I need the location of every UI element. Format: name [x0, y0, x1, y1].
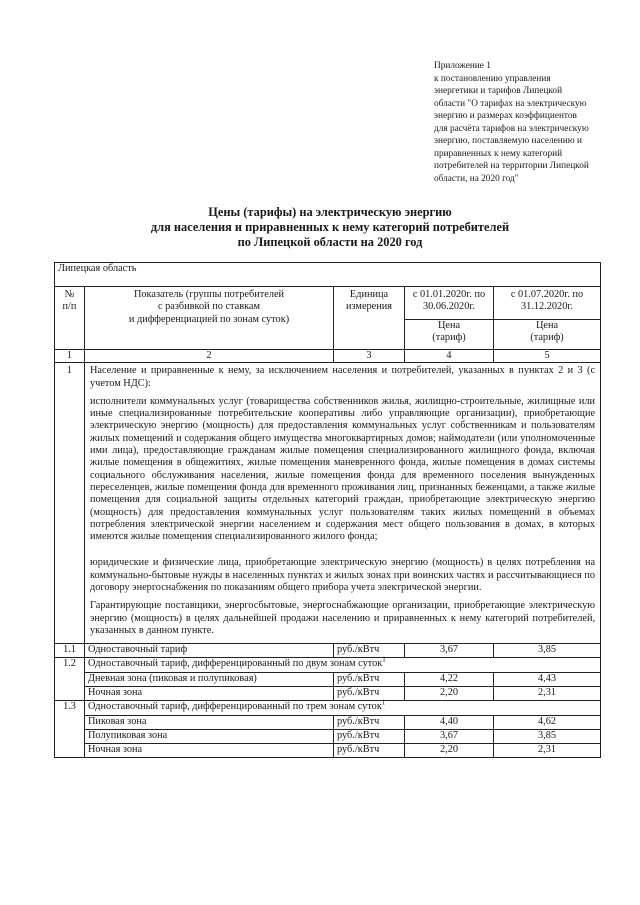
header-num-line2: п/п: [62, 301, 77, 313]
header-indicator-line1: Показатель (группы потребителей: [133, 289, 285, 300]
header-unit-line1: Единица: [349, 289, 389, 300]
header-price2-line2: (тариф): [530, 331, 564, 343]
region-row: [55, 263, 601, 287]
footnote-marker: 1: [382, 655, 386, 664]
row-value-h2: 2,31: [494, 687, 601, 701]
column-number: 2: [85, 350, 334, 363]
header-price2-line1: Цена: [535, 319, 559, 331]
group-label-text: Одноставочный тариф, дифференцированный по трем зонам суток: [88, 701, 382, 713]
row-value-h2: 3,85: [494, 644, 601, 658]
column-number: 5: [494, 350, 601, 363]
row-value-h1: 4,40: [405, 716, 494, 730]
section-1-paragraph-2: юридические и физические лица, приобретающие электрическую энергию (мощность) в целях потребления на коммунально-бытовые нужды в населенных пунктах и жилых зонах при воинских частях и рассчитывающиеся по договору энергоснабжения по показаниям общего прибора учета электрической энергии.: [90, 557, 596, 594]
column-number-row: [55, 350, 601, 363]
column-number: 3: [334, 350, 405, 363]
row-num: 1.1: [55, 644, 85, 658]
group-label-text: Одноставочный тариф, дифференцированный по двум зонам суток: [88, 658, 383, 670]
header-indicator: [85, 287, 334, 350]
group-label: [85, 698, 601, 716]
header-price1-line1: Цена: [437, 319, 461, 331]
row-unit: руб./кВтч: [334, 744, 405, 758]
row-unit: руб./кВтч: [334, 716, 405, 730]
row-value-h1: 3,67: [405, 644, 494, 658]
row-label: Дневная зона (пиковая и полупиковая): [85, 673, 334, 687]
row-value-h2: 3,85: [494, 730, 601, 744]
header-price-2: [494, 319, 601, 349]
section-1-paragraph-3: Гарантирующие поставщики, энергосбытовые, энергоснабжающие организации, приобретающие электрическую энергию (мощность) в целях дальнейшей продажи населению и приравненных к нему категорий потребителей, указанных в данном пункте.: [90, 600, 596, 636]
header-unit-line2: измерения: [346, 301, 392, 313]
group-1-3-heading-row: [55, 701, 601, 716]
header-period1-line1: с 01.01.2020г. по: [412, 289, 486, 300]
section-1-paragraph-1: исполнители коммунальных услуг (товарищества собственников жилья, жилищно-строительные, жилищные или иные специализированные потребительские кооперативы либо управляющие организации), приобретающие электрическую энергию (мощность) для предоставления коммунальных услуг собственникам и пользователям жилых помещений и содержания общего имущества многоквартирных домов; наймодатели (или уполномоченные ими лица), предоставляющие гражданам жилые помещения специализированного жилищного фонда, включая жилые помещения в общежитиях, жилые помещения маневренного фонда, жилые помещения в домах системы социального обслуживания населения, жилые помещения фонда для временного поселения вынужденных переселенцев, жилые помещения фонда для временного проживания лиц, признанных беженцами, а также жилые помещения для социальной защиты отдельных категорий граждан, приобретающие электрическую энергию (мощность) для предоставления коммунальных услуг пользователям таких жилых помещений в объемах потребления электрической энергии населением и содержания мест общего пользования в домах, в которых имеются жилые помещения специализированного жилого фонда;: [90, 395, 596, 543]
appendix-line: области "О тарифах на электрическую: [434, 98, 587, 109]
title-line-2: для населения и приравненных к нему категорий потребителей: [150, 220, 510, 234]
header-period2-line2: 31.12.2020г.: [521, 301, 573, 313]
row-value-h1: 2,20: [405, 687, 494, 701]
header-period-1: [405, 287, 494, 320]
appendix-note: [434, 60, 630, 185]
appendix-line: области, на 2020 год": [434, 173, 519, 184]
appendix-line: энергию и размерах коэффициентов: [434, 111, 577, 121]
header-period-2: [494, 287, 601, 320]
row-label: Одноставочный тариф: [85, 644, 334, 658]
group-label: [85, 655, 601, 673]
table-row: [55, 716, 601, 730]
row-label: Ночная зона: [85, 744, 334, 758]
column-number: 1: [55, 350, 85, 363]
row-value-h1: 4,22: [405, 673, 494, 687]
row-unit: руб./кВтч: [334, 644, 405, 658]
appendix-line: Приложение 1: [434, 61, 491, 71]
section-1-row: [55, 363, 601, 644]
tariff-table: [54, 262, 601, 758]
header-indicator-line3: и дифференциацией по зонам суток): [128, 313, 290, 325]
row-label: Ночная зона: [85, 687, 334, 701]
title-line-3: по Липецкой области на 2020 год: [237, 235, 423, 249]
section-1-heading: Население и приравненные к нему, за исключением населения и потребителей, указанных в пунктах 2 и 3 (с учетом НДС):: [90, 365, 596, 389]
document-title: [60, 205, 600, 250]
footnote-marker: 1: [381, 698, 386, 707]
table-row: [55, 730, 601, 744]
row-label: Полупиковая зона: [85, 730, 334, 744]
group-num: 1.3: [55, 701, 85, 758]
header-indicator-line2: с разбивкой по ставкам: [157, 301, 261, 313]
row-unit: руб./кВтч: [334, 687, 405, 701]
appendix-line: для расчёта тарифов на электрическую: [434, 123, 589, 134]
row-value-h2: 4,62: [494, 716, 601, 730]
appendix-line: потребителей на территории Липецкой: [434, 161, 589, 171]
header-row: [55, 287, 601, 320]
table-row: [55, 644, 601, 658]
column-number: 4: [405, 350, 494, 363]
title-line-1: Цены (тарифы) на электрическую энергию: [208, 205, 452, 219]
appendix-line: к постановлению управления: [434, 73, 551, 84]
header-period1-line2: 30.06.2020г.: [423, 301, 475, 313]
header-price1-line2: (тариф): [432, 331, 466, 343]
header-unit: [334, 287, 405, 350]
appendix-line: приравненных к нему категорий: [434, 148, 563, 159]
row-label: Пиковая зона: [85, 716, 334, 730]
section-1-description: [85, 363, 601, 644]
appendix-line: энергетики и тарифов Липецкой: [434, 86, 563, 96]
header-num-line1: №: [64, 289, 75, 300]
group-num: 1.2: [55, 658, 85, 701]
row-value-h1: 3,67: [405, 730, 494, 744]
table-row: [55, 744, 601, 758]
row-value-h2: 4,43: [494, 673, 601, 687]
table-row: [55, 673, 601, 687]
header-price-1: [405, 319, 494, 349]
row-unit: руб./кВтч: [334, 730, 405, 744]
region-cell: Липецкая область: [55, 263, 601, 287]
section-1-num: 1: [55, 363, 85, 644]
header-period2-line1: с 01.07.2020г. по: [510, 289, 584, 300]
group-1-2-heading-row: [55, 658, 601, 673]
appendix-line: энергию, поставляемую населению и: [434, 136, 582, 146]
header-num: [55, 287, 85, 350]
row-value-h1: 2,20: [405, 744, 494, 758]
row-unit: руб./кВтч: [334, 673, 405, 687]
table-row: [55, 687, 601, 701]
row-value-h2: 2,31: [494, 744, 601, 758]
